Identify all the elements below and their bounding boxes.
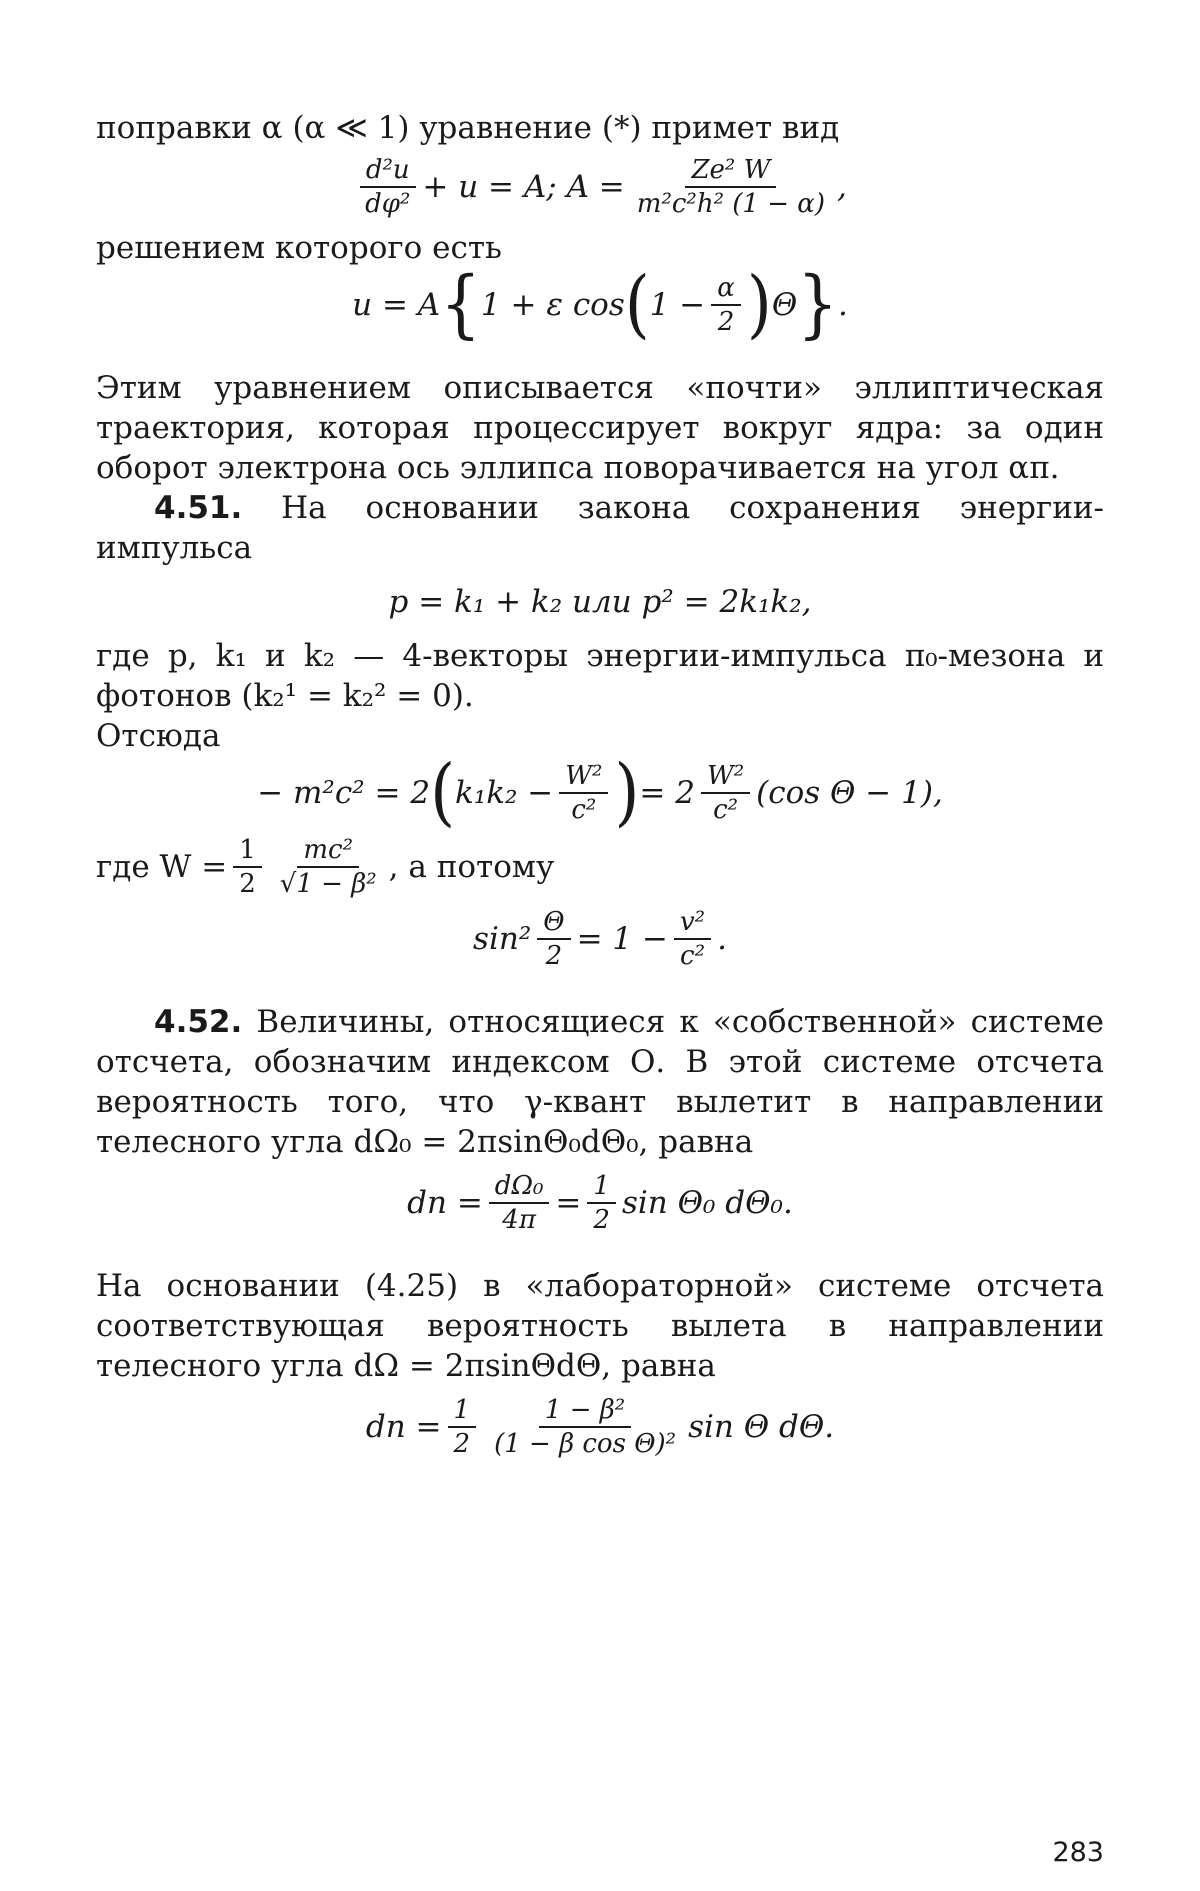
paren-close: ): [614, 750, 640, 836]
page-number: 283: [1052, 1837, 1104, 1868]
denominator: (1 − β cos Θ)²: [494, 1429, 677, 1459]
denominator: c²: [713, 795, 739, 825]
denominator: c²: [571, 795, 597, 825]
brace-close: }: [797, 262, 838, 348]
problem-number: 4.51.: [154, 490, 243, 526]
fraction: [488, 1394, 682, 1460]
paragraph-4-52: [96, 1002, 1104, 1162]
fraction: [489, 1170, 550, 1236]
numerator: d²u: [360, 154, 416, 188]
paragraph-text: Величины, относящиеся к «собственной» системе отсчета, обозначим индексом О. В этой системе отсчета вероятность того, что γ-квант вылетит в направлении телесного угла dΩ₀ = 2πsinΘ₀dΘ₀, равна: [96, 1004, 1104, 1160]
denominator: √1 − β²: [279, 869, 377, 899]
equation-text: = 1 −: [576, 921, 668, 957]
fraction: [587, 1170, 616, 1236]
paragraph-solution: решением которого есть: [96, 230, 502, 266]
equation-sin: [96, 906, 1104, 972]
denominator: 2: [239, 869, 256, 899]
equation-mass: [96, 750, 1104, 836]
fraction: [448, 1394, 477, 1460]
equation-solution: [96, 262, 1104, 348]
paragraph-intro: поправки α (α ≪ 1) уравнение (*) примет вид: [96, 110, 840, 146]
fraction: [674, 906, 711, 972]
equation-text: .: [717, 921, 727, 957]
paragraph-laboratory: На основании (4.25) в «лабораторной» системе отсчета соответствующая вероятность вылета в направлении телесного угла dΩ = 2πsinΘdΘ, равна: [96, 1268, 1104, 1384]
equation-dn-lab: [96, 1394, 1104, 1460]
fraction: [559, 760, 608, 826]
numerator: W²: [701, 760, 750, 794]
numerator: W²: [559, 760, 608, 794]
equation-text: ,: [837, 169, 847, 205]
denominator: 2: [593, 1205, 610, 1235]
numerator: v²: [674, 906, 711, 940]
equation-text: .: [837, 287, 848, 323]
denominator: 2: [545, 941, 563, 971]
fraction: [233, 834, 262, 900]
denominator: c²: [680, 941, 706, 971]
equation-text: − m²c² = 2: [257, 775, 431, 811]
fraction: [631, 154, 831, 220]
numerator: 1 − β²: [539, 1394, 631, 1428]
equation-text: sin Θ dΘ.: [688, 1409, 835, 1445]
equation-text: =: [555, 1185, 582, 1221]
fraction: [701, 760, 750, 826]
paren-open: (: [430, 750, 456, 836]
paren-open: (: [624, 262, 650, 348]
numerator: α: [711, 272, 741, 306]
equation-energy-momentum: p = k₁ + k₂ или p² = 2k₁k₂,: [388, 584, 812, 620]
equation-text: 1 + ε cos: [480, 287, 625, 323]
numerator: 1: [448, 1394, 477, 1428]
fraction: [274, 834, 383, 900]
numerator: Ze² W: [685, 154, 776, 188]
denominator: 2: [453, 1429, 471, 1459]
numerator: 1: [587, 1170, 616, 1204]
denominator: m²c²h² (1 − α): [636, 189, 825, 219]
fraction: [711, 272, 741, 338]
equation-text: dn =: [365, 1409, 442, 1445]
equation-text: (cos Θ − 1),: [756, 775, 943, 811]
paragraph-4-51: [96, 488, 1104, 568]
equation-dn-proper: [96, 1170, 1104, 1236]
paragraph-text: где W =: [96, 849, 228, 885]
paragraph-w-definition: [96, 834, 1104, 900]
fraction: [359, 154, 416, 220]
equation-text: + u = A; A =: [422, 169, 625, 205]
equation-text: sin²: [473, 921, 532, 957]
brace-open: {: [440, 262, 481, 348]
equation-text: k₁k₂ −: [455, 775, 554, 811]
fraction: [537, 906, 570, 972]
equation-text: u = A: [352, 287, 441, 323]
equation-text: = 2: [639, 775, 695, 811]
equation-text: sin Θ₀ dΘ₀.: [621, 1185, 793, 1221]
paragraph-text: , а потому: [388, 849, 555, 885]
equation-motion: [96, 154, 1104, 220]
paragraph-vectors: где p, k₁ и k₂ — 4-векторы энергии-импульса π₀-мезона и фотонов (k₂¹ = k₂² = 0).: [96, 638, 1104, 714]
numerator: Θ: [537, 906, 570, 940]
numerator: 1: [233, 834, 262, 868]
denominator: dφ²: [365, 189, 411, 219]
paragraph-text: На основании закона сохранения энергии-импульса: [96, 490, 1104, 566]
problem-number: 4.52.: [154, 1004, 243, 1040]
paragraph-trajectory: Этим уравнением описывается «почти» эллиптическая траектория, которая процессирует вокруг ядра: за один оборот электрона ось эллипса поворачивается на угол απ.: [96, 370, 1104, 486]
equation-text: 1 −: [649, 287, 706, 323]
numerator: mc²: [297, 834, 359, 868]
numerator: dΩ₀: [489, 1170, 550, 1204]
denominator: 4π: [502, 1205, 536, 1235]
paren-close: ): [746, 262, 772, 348]
equation-text: Θ: [771, 287, 798, 323]
paragraph-hence: Отсюда: [96, 718, 221, 754]
equation-text: dn =: [407, 1185, 483, 1221]
denominator: 2: [717, 307, 735, 337]
